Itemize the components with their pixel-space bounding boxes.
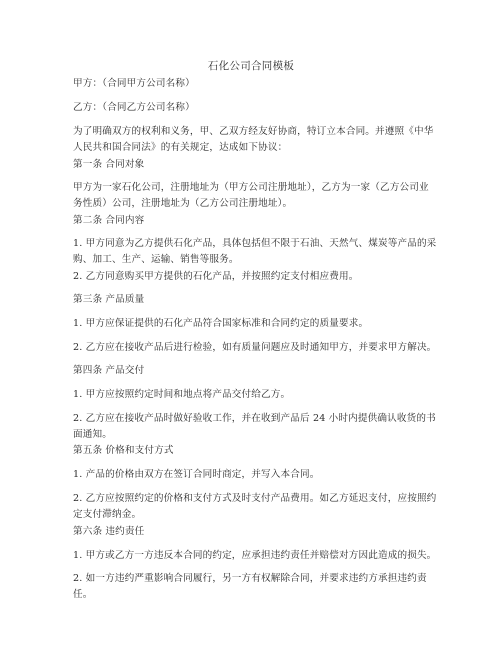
article-2-heading: 第二条 合同内容 [73,215,145,226]
article-4-item-2: 2. 乙方应在接收产品时做好验收工作，并在收到产品后 24 小时内提供确认收货的书面通知。 [73,413,436,440]
article-5-item-1: 1. 产品的价格由双方在签订合同时商定，并写入本合同。 [73,469,320,480]
article-4-item-1: 1. 甲方应按照约定时间和地点将产品交付给乙方。 [73,389,291,400]
article-2-item-1: 1. 甲方同意为乙方提供石化产品，具体包括但不限于石油、天然气、煤炭等产品的采购、加工、生产、运输、销售等服务。 [73,238,437,265]
article-6-item-2: 2. 如一方违约严重影响合同履行，另一方有权解除合同，并要求违约方承担违约责任。 [73,573,427,600]
article-1-heading: 第一条 合同对象 [73,159,145,170]
article-2-item-2: 2. 乙方同意购买甲方提供的石化产品，并按照约定支付相应费用。 [73,271,359,282]
article-6-item-1: 1. 甲方或乙方一方违反本合同的约定，应承担违约责任并赔偿对方因此造成的损失。 [73,550,437,561]
article-6-heading: 第六条 违约责任 [73,526,145,537]
article-3-item-1: 1. 甲方应保证提供的石化产品符合国家标准和合同约定的质量要求。 [73,318,369,329]
document-title: 石化公司合同模板 [207,60,295,72]
article-3-heading: 第三条 产品质量 [73,294,145,305]
party-b-line: 乙方：（合同乙方公司名称） [73,102,195,113]
article-5-item-2: 2. 乙方应按照约定的价格和支付方式及时支付产品费用。如乙方延迟支付，应按照约定支付滞纳金。 [73,493,437,520]
intro-paragraph: 为了明确双方的权利和义务，甲、乙双方经友好协商，特订立本合同。并遵照《中华人民共和国合同法》的有关规定，达成如下协议： [73,126,434,153]
party-a-line: 甲方：（合同甲方公司名称） [73,78,195,89]
article-4-heading: 第四条 产品交付 [73,365,145,376]
article-3-item-2: 2. 乙方应在接收产品后进行检验，如有质量问题应及时通知甲方，并要求甲方解决。 [73,342,437,353]
article-1-text: 甲方为一家石化公司，注册地址为（甲方公司注册地址），乙方为一家（乙方公司业务性质）公司，注册地址为（乙方公司注册地址）。 [73,182,429,209]
article-5-heading: 第五条 价格和支付方式 [73,445,174,456]
